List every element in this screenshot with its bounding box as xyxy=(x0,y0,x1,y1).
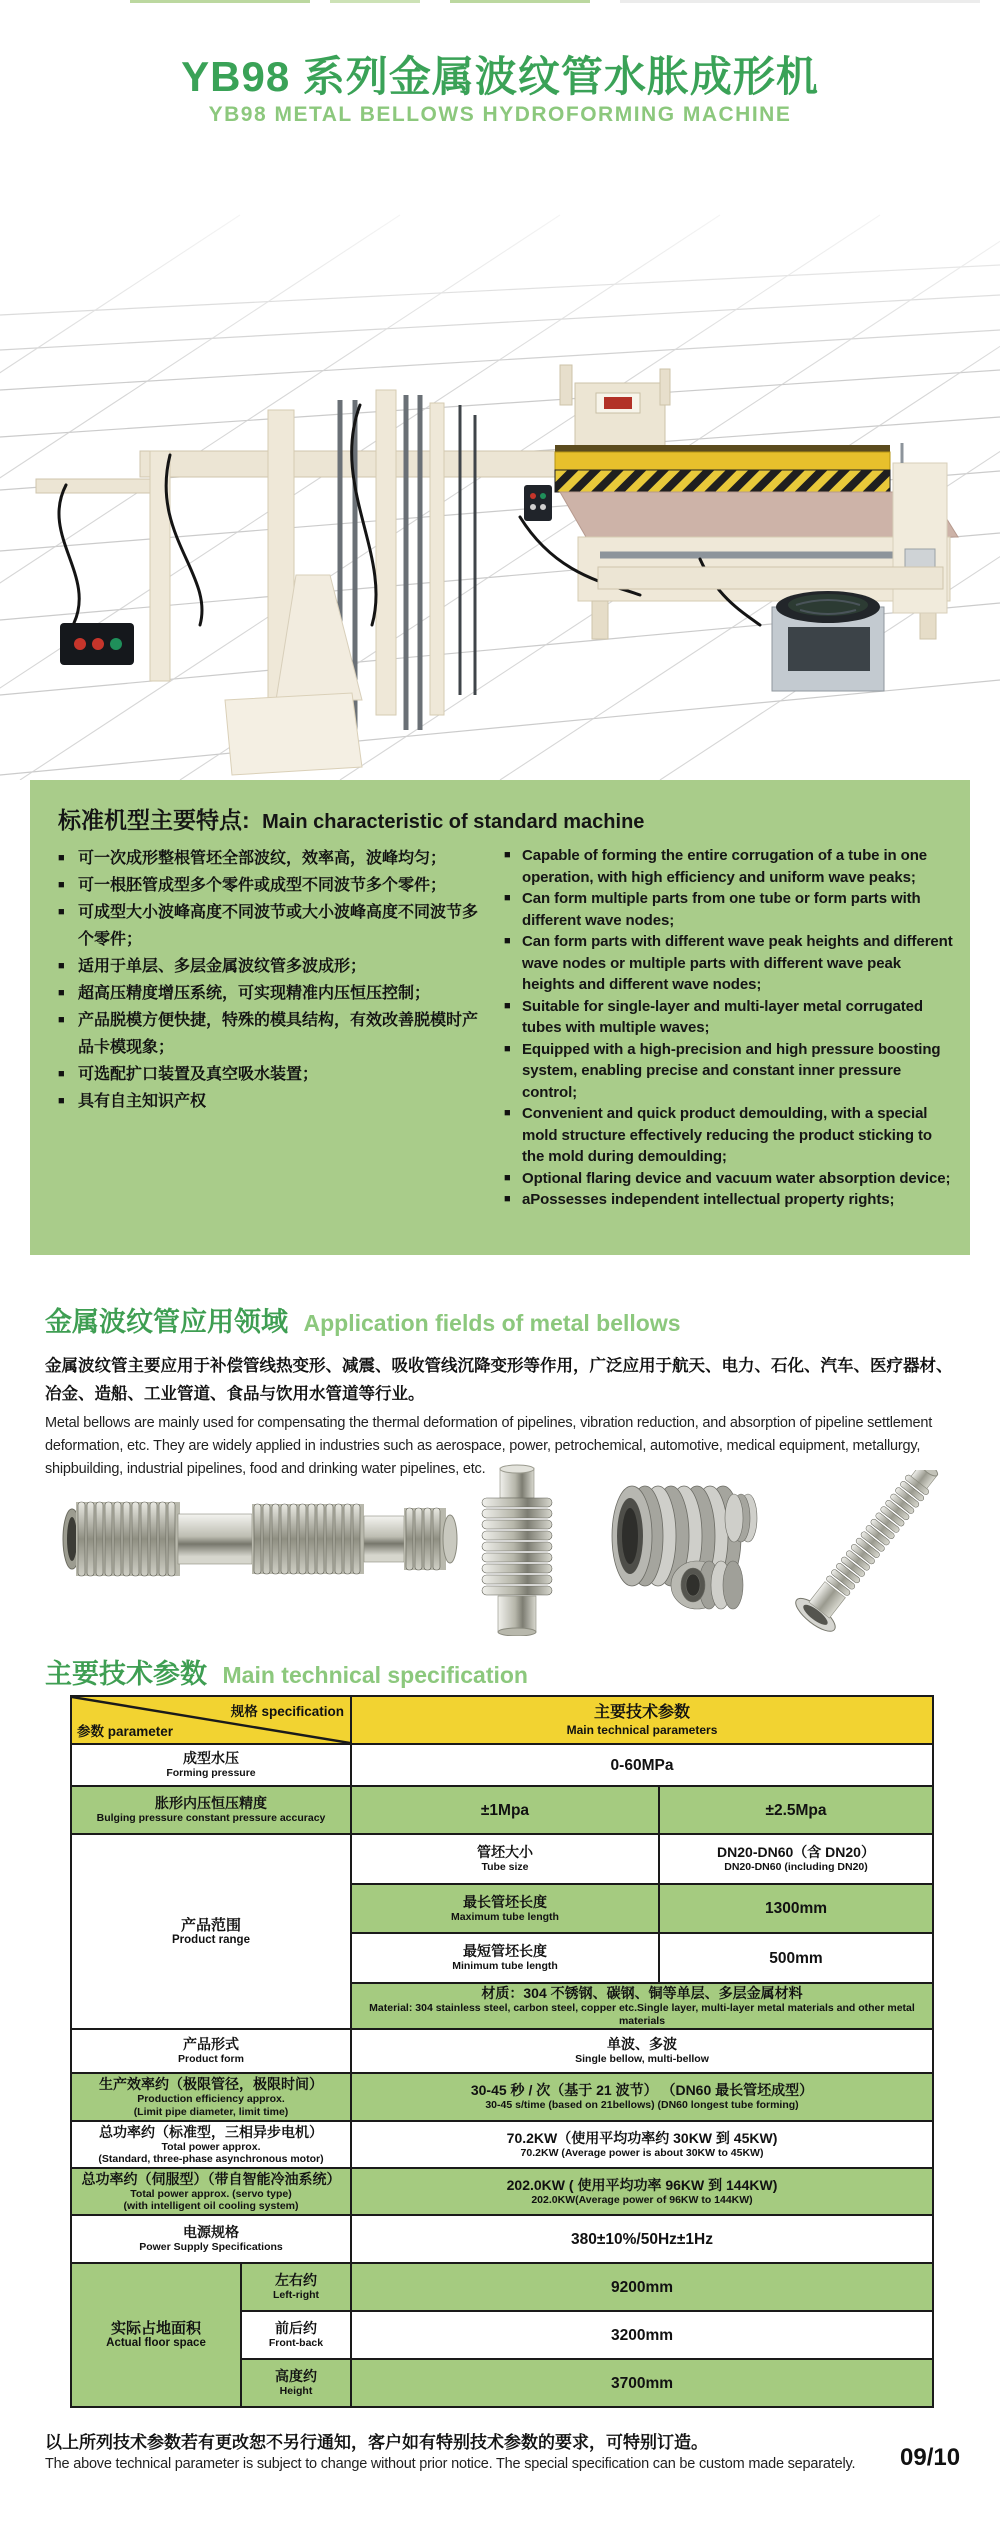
row-label-zh: 材质：304 不锈钢、碳钢、铜等单层、多层金属材料 xyxy=(481,1985,803,2001)
machine-photo xyxy=(0,155,1000,780)
row-value: 9200mm xyxy=(610,2278,674,2296)
features-heading-en: Main characteristic of standard machine xyxy=(262,811,645,833)
table-row xyxy=(71,1744,933,1786)
row-value: 500mm xyxy=(769,1949,823,1967)
product-photo-vertical-bellows xyxy=(468,1464,568,1636)
artifact-segment xyxy=(130,0,310,3)
artifact-segment xyxy=(450,0,590,3)
spec-heading-en: Main technical specification xyxy=(222,1662,528,1688)
row-label-en: Total power approx. xyxy=(161,2140,261,2153)
artifact-segment xyxy=(620,0,980,3)
table-row xyxy=(71,2168,933,2215)
row-label-zh: 管坯大小 xyxy=(477,1844,533,1861)
application-heading-zh: 金属波纹管应用领域 xyxy=(45,1307,288,1337)
product-photo-horizontal-bellows xyxy=(60,1492,460,1587)
artifact-segment xyxy=(330,0,420,3)
product-photo-bellows-cluster xyxy=(585,1480,780,1615)
feature-item-en: ■ Can form parts with different wave peak heights and different wave nodes or multiple parts with different wave peak heights and different wave nodes; xyxy=(504,931,956,996)
feature-item-zh: ■ 具有自主知识产权 xyxy=(58,1088,490,1115)
row-value: ±1Mpa xyxy=(480,1801,530,1819)
row-label-zh: 最短管坯长度 xyxy=(463,1943,547,1960)
footer-notice-en: The above technical parameter is subject to change without prior notice. The special specification can be custom made separately. xyxy=(45,2456,856,2472)
corner-param-label: 参数 parameter xyxy=(77,1724,174,1739)
row-label-zh: 电源规格 xyxy=(183,2224,239,2241)
row-value: 1300mm xyxy=(764,1900,828,1917)
application-body-zh: 金属波纹管主要应用于补偿管线热变形、减震、吸收管线沉降变形等作用，广泛应用于航天、电力、石化、汽车、医疗器材、冶金、造船、工业管道、食品与饮用水管道等行业。 xyxy=(45,1357,953,1403)
feature-item-zh: ■ 适用于单层、多层金属波纹管多波成形； xyxy=(58,953,490,980)
feature-item-zh: ■ 可一次成形整根管坯全部波纹，效率高，波峰均匀； xyxy=(58,845,490,872)
features-list-zh xyxy=(58,845,490,1211)
feature-item-en: ■ Suitable for single-layer and multi-layer metal corrugated tubes with multiple waves; xyxy=(504,996,956,1039)
row-label-en: Production efficiency approx. xyxy=(137,2093,285,2105)
table-row xyxy=(71,2029,933,2073)
row-label-zh: 总功率约（标准型，三相异步电机） xyxy=(99,2123,323,2140)
row-value-en: 30-45 s/time (based on 21bellows) (DN60 longest tube forming) xyxy=(485,2099,799,2112)
page-title: YB98 系列金属波纹管水胀成形机 xyxy=(181,53,819,100)
feature-item-zh: ■ 超高压精度增压系统，可实现精准内压恒压控制； xyxy=(58,980,490,1007)
spec-main-header-en: Main technical parameters xyxy=(566,1723,718,1737)
application-body-en: Metal bellows are mainly used for compensating the thermal deformation of pipelines, vibration reduction, and absorption of pipeline settlement deformation, etc. They are widely applied in industries such as aerospace, power, petrochemical, automotive, medical equipment, metallurgy, shipbuilding, industrial pipelines, food and drinking water pipelines, etc. xyxy=(45,1415,933,1477)
spec-heading xyxy=(45,1652,965,1691)
footer-notice-zh: 以上所列技术参数若有更改恕不另行通知，客户如有特别技术参数的要求，可特别订造。 xyxy=(45,2433,708,2452)
application-heading xyxy=(45,1300,965,1339)
row-value: 202.0KW ( 使用平均功率 96KW 到 144KW) xyxy=(506,2176,778,2193)
feature-item-en: ■ Capable of forming the entire corrugation of a tube in one operation, with high efficiency and uniform wave peaks; xyxy=(504,845,956,888)
row-label-zh: 左右约 xyxy=(275,2272,317,2289)
row-label-en: (with intelligent oil cooling system) xyxy=(123,2200,299,2212)
row-value: DN20-DN60（含 DN20） xyxy=(717,1844,875,1861)
product-photos-row xyxy=(0,1462,1000,1642)
row-label-en: Height xyxy=(279,2385,313,2398)
application-heading-en: Application fields of metal bellows xyxy=(303,1310,681,1336)
feature-item-zh: ■ 可选配扩口装置及真空吸水装置； xyxy=(58,1061,490,1088)
row-label-zh: 产品形式 xyxy=(183,2036,239,2053)
feature-item-zh: ■ 产品脱模方便快捷，特殊的模具结构，有效改善脱模时产品卡模现象； xyxy=(58,1007,490,1061)
table-row xyxy=(71,1834,933,1884)
features-heading-zh: 标准机型主要特点: xyxy=(58,807,250,833)
row-label-en: Tube size xyxy=(481,1861,529,1874)
page-number: 09/10 xyxy=(900,2444,961,2471)
row-label-en: Material: 304 stainless steel, carbon steel, copper etc.Single layer, multi-layer metal materials and other metal materials xyxy=(369,2002,915,2027)
row-label-zh: 产品范围 xyxy=(180,1916,241,1934)
spec-corner-cell xyxy=(71,1696,351,1744)
feature-item-en: ■ aPossesses independent intellectual property rights; xyxy=(504,1189,956,1211)
corner-spec-label: 规格 specification xyxy=(230,1704,344,1719)
table-row xyxy=(71,2263,933,2311)
row-label-en: (Limit pipe diameter, limit time) xyxy=(133,2105,289,2118)
row-label-en: Front-back xyxy=(268,2337,324,2350)
cooling-unit xyxy=(772,591,884,691)
row-value: 3700mm xyxy=(610,2374,674,2392)
table-row xyxy=(71,1786,933,1834)
row-label-en: Total power approx. (servo type) xyxy=(130,2187,292,2200)
row-value: 3200mm xyxy=(610,2326,674,2344)
feature-item-en: ■ Can form multiple parts from one tube or form parts with different wave nodes; xyxy=(504,888,956,931)
machine-illustration xyxy=(0,155,1000,780)
row-value: 0-60MPa xyxy=(610,1756,674,1774)
row-value: ±2.5Mpa xyxy=(765,1801,827,1819)
row-label-zh: 成型水压 xyxy=(183,1750,239,1767)
row-label-zh: 生产效率约（极限管径，极限时间） xyxy=(99,2076,323,2092)
spec-main-header-zh: 主要技术参数 xyxy=(594,1704,691,1721)
feature-item-zh: ■ 可一根胚管成型多个零件或成型不同波节多个零件； xyxy=(58,872,490,899)
row-label-zh: 高度约 xyxy=(275,2368,317,2385)
row-label-en: Product range xyxy=(172,1933,250,1946)
row-value: 30-45 秒 / 次（基于 21 波节） （DN60 最长管坯成型） xyxy=(470,2082,814,2099)
row-label-en: Actual floor space xyxy=(106,2337,206,2350)
row-value-en: DN20-DN60 (including DN20) xyxy=(724,1861,868,1874)
row-label-en: Bulging pressure constant pressure accuracy xyxy=(96,1812,326,1825)
table-row xyxy=(71,2215,933,2263)
page-subtitle: YB98 METAL BELLOWS HYDROFORMING MACHINE xyxy=(208,103,792,126)
row-label-zh: 最长管坯长度 xyxy=(463,1893,547,1910)
table-row xyxy=(71,2121,933,2168)
row-label-zh: 总功率约（伺服型）（带自智能冷油系统） xyxy=(81,2170,341,2187)
row-label-zh: 实际占地面积 xyxy=(110,2320,201,2338)
row-label-en: Forming pressure xyxy=(166,1767,256,1780)
row-value-en: 70.2KW (Average power is about 30KW to 45KW) xyxy=(520,2146,764,2159)
product-photo-diagonal-bellows xyxy=(795,1470,980,1635)
top-edge-artifacts xyxy=(0,0,1000,4)
row-value-en: 202.0KW(Average power of 96KW to 144KW) xyxy=(531,2193,753,2206)
feature-item-en: ■ Equipped with a high-precision and high pressure boosting system, enabling precise and constant inner pressure control; xyxy=(504,1039,956,1104)
row-value: 70.2KW（使用平均功率约 30KW 到 45KW) xyxy=(506,2129,778,2146)
table-row xyxy=(71,2073,933,2121)
row-value: 单波、多波 xyxy=(607,2036,677,2053)
features-list-en xyxy=(490,845,956,1211)
spec-table xyxy=(70,1695,934,2408)
feature-item-zh: ■ 可成型大小波峰高度不同波节或大小波峰高度不同波节多个零件； xyxy=(58,899,490,953)
spec-heading-zh: 主要技术参数 xyxy=(45,1659,207,1689)
feature-item-en: ■ Convenient and quick product demoulding, with a special mold structure effectively reducing the product sticking to the mold during demoulding; xyxy=(504,1103,956,1168)
row-label-zh: 胀形内压恒压精度 xyxy=(155,1795,267,1812)
row-label-en: Power Supply Specifications xyxy=(139,2241,283,2254)
features-heading xyxy=(58,802,956,835)
row-value-en: Single bellow, multi-bellow xyxy=(575,2053,709,2066)
feature-item-en: ■ Optional flaring device and vacuum water absorption device; xyxy=(504,1168,956,1190)
row-label-en: Left-right xyxy=(272,2289,320,2302)
row-label-en: Minimum tube length xyxy=(452,1960,558,1973)
row-label-en: Maximum tube length xyxy=(451,1910,559,1923)
spec-main-header xyxy=(351,1696,933,1744)
row-label-en: Product form xyxy=(178,2053,244,2066)
row-label-en: (Standard, three-phase asynchronous motor) xyxy=(98,2153,324,2165)
features-panel xyxy=(30,780,970,1255)
row-value: 380±10%/50Hz±1Hz xyxy=(571,2230,713,2248)
row-label-zh: 前后约 xyxy=(275,2320,317,2337)
